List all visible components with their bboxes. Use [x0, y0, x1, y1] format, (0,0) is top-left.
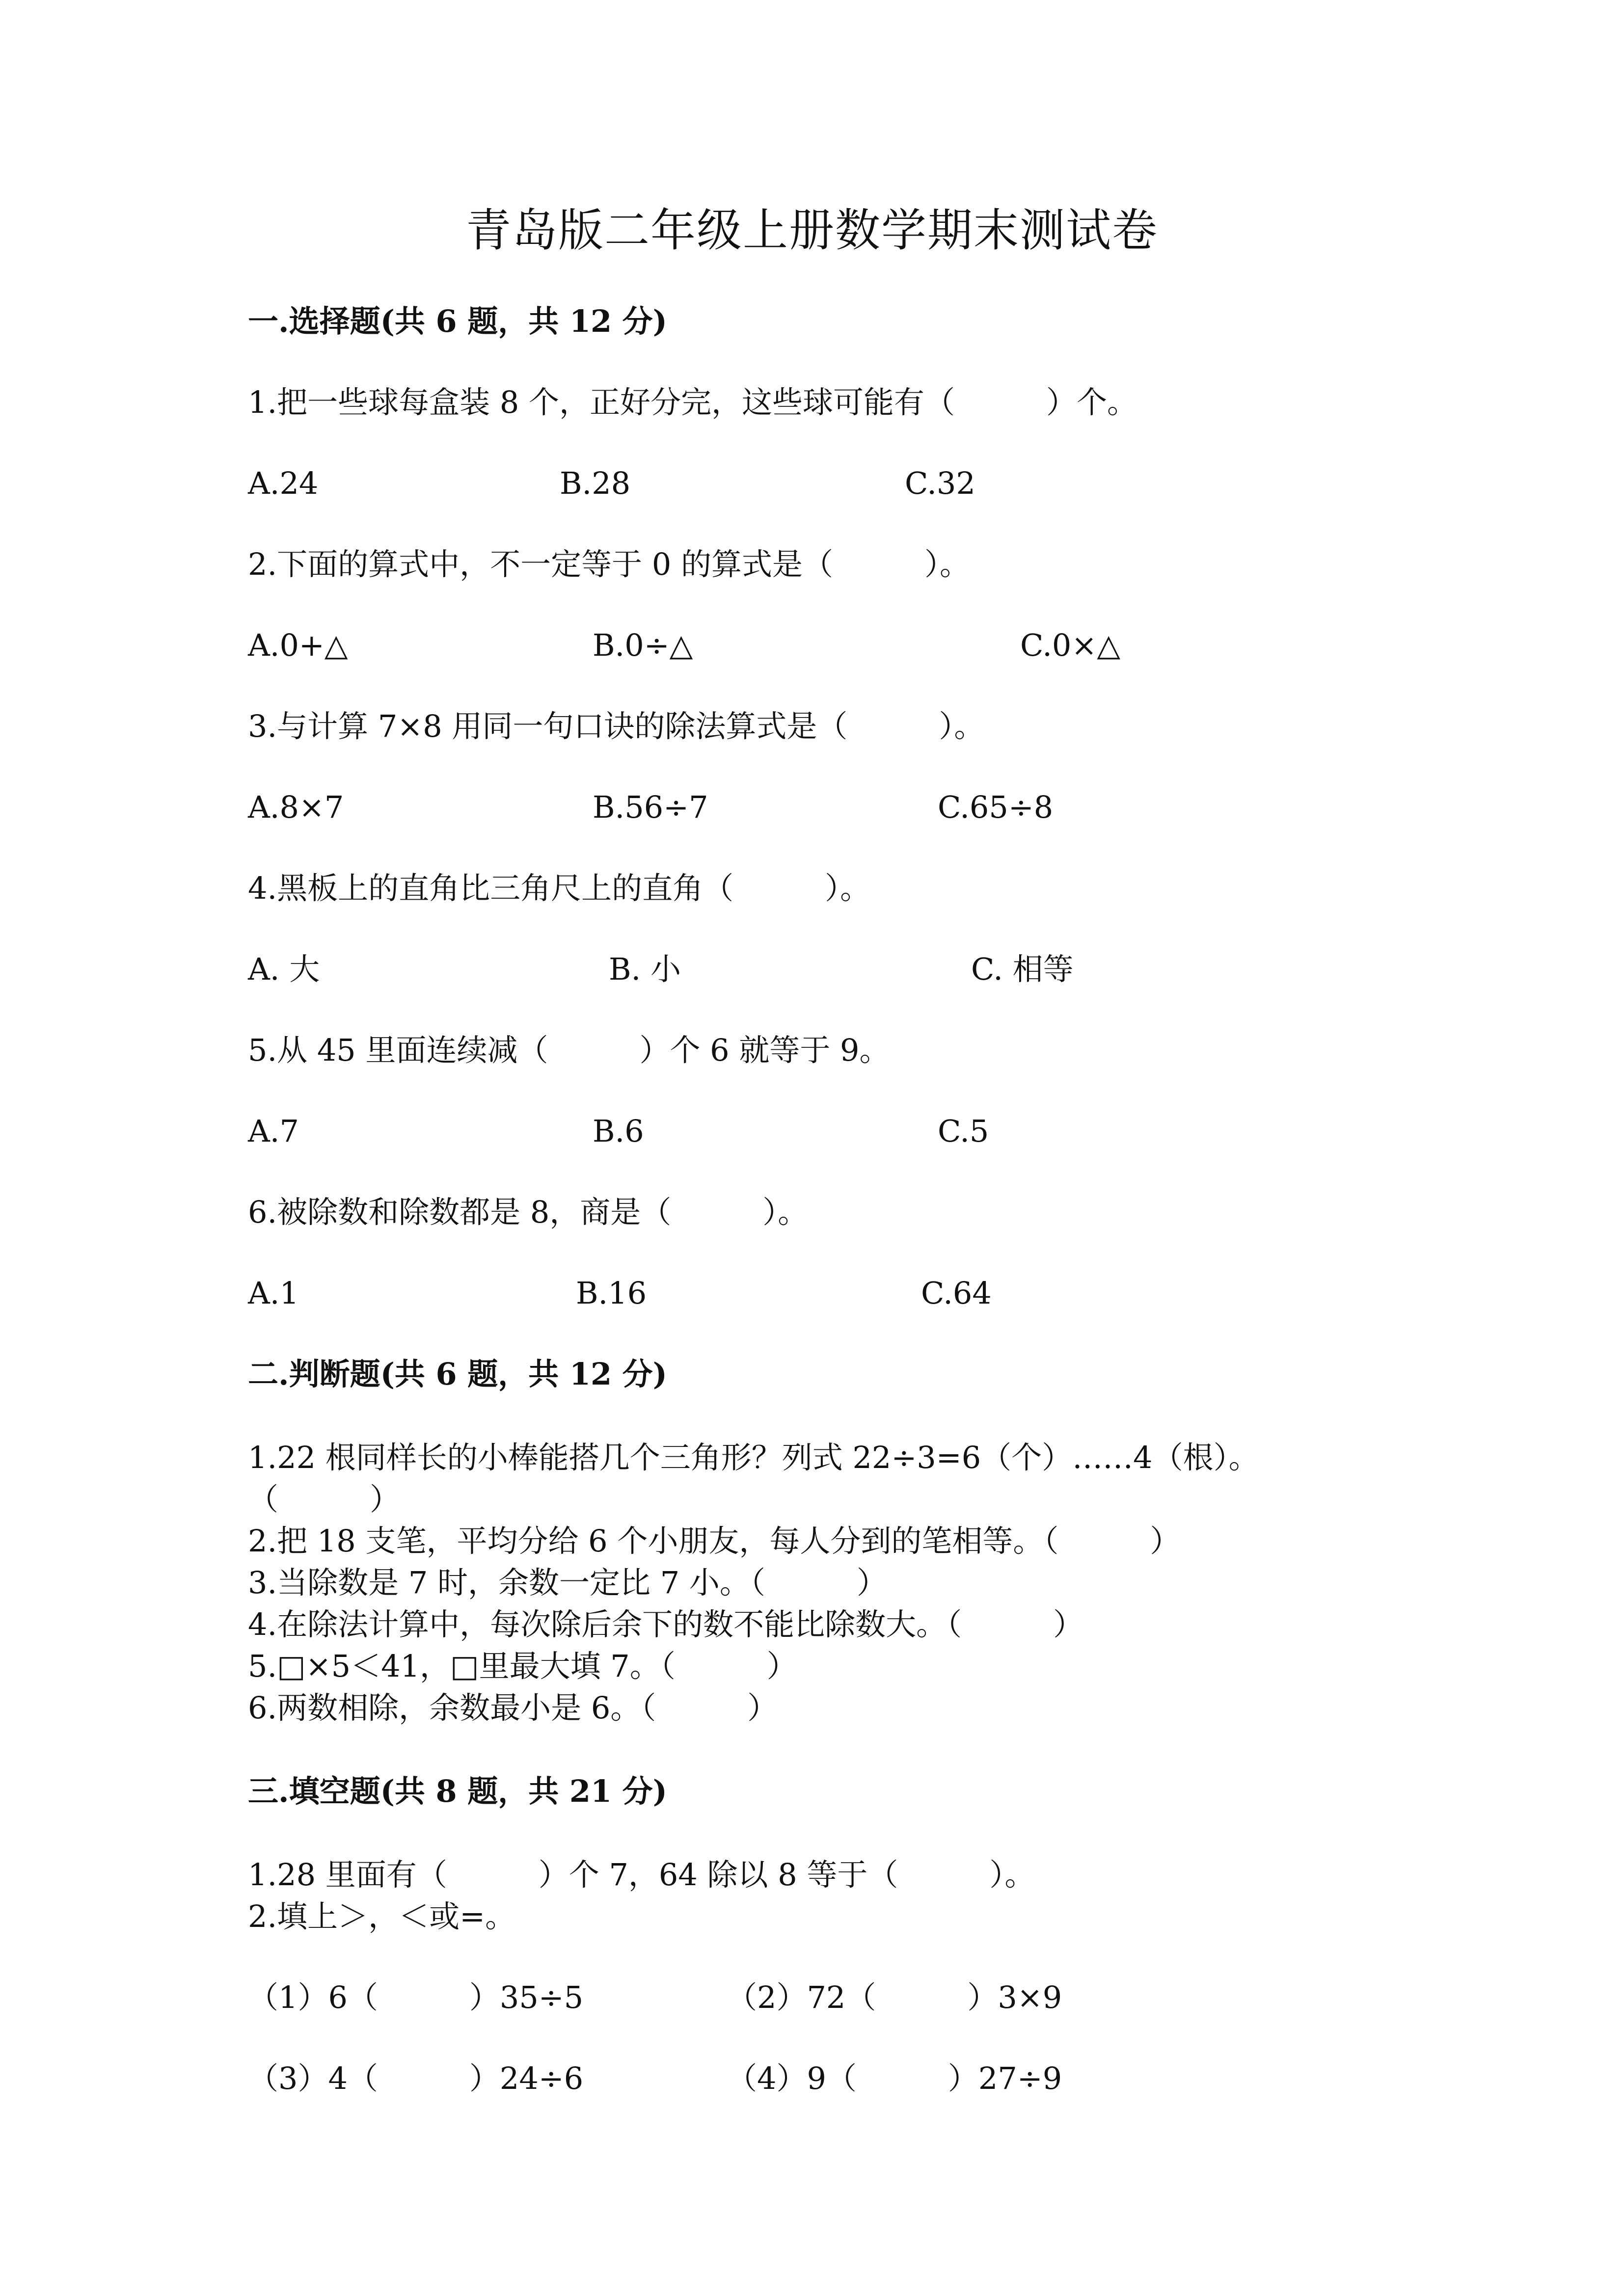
question-stem: 2.下面的算式中，不一定等于 0 的算式是（ ）。 — [248, 546, 971, 582]
judge-item: 3.当除数是 7 时，余数一定比 7 小。（ ） — [248, 1565, 887, 1601]
section-heading-judge: 二.判断题(共 6 题，共 12 分) — [248, 1356, 668, 1392]
section-heading-fill: 三.填空题(共 8 题，共 21 分) — [248, 1773, 668, 1809]
option-a: A.24 — [248, 465, 319, 501]
option-c: C.32 — [905, 465, 975, 501]
option-a: A.8×7 — [248, 789, 344, 825]
option-b: B.6 — [593, 1113, 644, 1149]
fill-item: 2.填上＞，＜或=。 — [248, 1898, 516, 1934]
option-a: A. 大 — [248, 951, 320, 987]
option-c: C.5 — [938, 1113, 989, 1149]
judge-item: 5.□×5＜41，□里最大填 7。（ ） — [248, 1648, 797, 1684]
judge-item-blank: （ ） — [248, 1481, 401, 1517]
question-stem: 5.从 45 里面连续减（ ）个 6 就等于 9。 — [248, 1032, 890, 1068]
compare-item: （1）6（ ）35÷5 — [248, 1979, 584, 2015]
option-c: C.0×△ — [1020, 627, 1121, 663]
option-c: C.65÷8 — [938, 789, 1054, 825]
judge-item: 4.在除法计算中，每次除后余下的数不能比除数大。（ ） — [248, 1606, 1084, 1642]
option-c: C.64 — [921, 1275, 992, 1311]
compare-item: （3）4（ ）24÷6 — [248, 2060, 584, 2096]
judge-item: 6.两数相除，余数最小是 6。（ ） — [248, 1690, 778, 1726]
option-b: B.16 — [576, 1275, 647, 1311]
option-a: A.0+△ — [248, 627, 348, 663]
option-b: B.56÷7 — [593, 789, 708, 825]
judge-item: 1.22 根同样长的小棒能搭几个三角形？列式 22÷3=6（个）……4（根）。 — [248, 1440, 1259, 1475]
page-title: 青岛版二年级上册数学期末测试卷 — [465, 204, 1158, 257]
question-stem: 4.黑板上的直角比三角尺上的直角（ ）。 — [248, 870, 871, 906]
question-stem: 6.被除数和除数都是 8，商是（ ）。 — [248, 1194, 809, 1230]
option-b: B.0÷△ — [593, 627, 693, 663]
compare-item: （4）9（ ）27÷9 — [727, 2060, 1062, 2096]
option-c: C. 相等 — [971, 951, 1074, 987]
question-stem: 3.与计算 7×8 用同一句口诀的除法算式是（ ）。 — [248, 708, 985, 744]
option-b: B. 小 — [609, 951, 681, 987]
option-b: B.28 — [560, 465, 631, 501]
question-stem: 1.把一些球每盒装 8 个，正好分完，这些球可能有（ ）个。 — [248, 384, 1138, 420]
fill-item: 1.28 里面有（ ）个 7，64 除以 8 等于（ ）。 — [248, 1857, 1035, 1893]
section-heading-choice: 一.选择题(共 6 题，共 12 分) — [248, 303, 668, 339]
compare-item: （2）72（ ）3×9 — [727, 1979, 1062, 2015]
option-a: A.1 — [248, 1275, 299, 1311]
judge-item: 2.把 18 支笔，平均分给 6 个小朋友，每人分到的笔相等。（ ） — [248, 1523, 1181, 1559]
option-a: A.7 — [248, 1113, 299, 1149]
